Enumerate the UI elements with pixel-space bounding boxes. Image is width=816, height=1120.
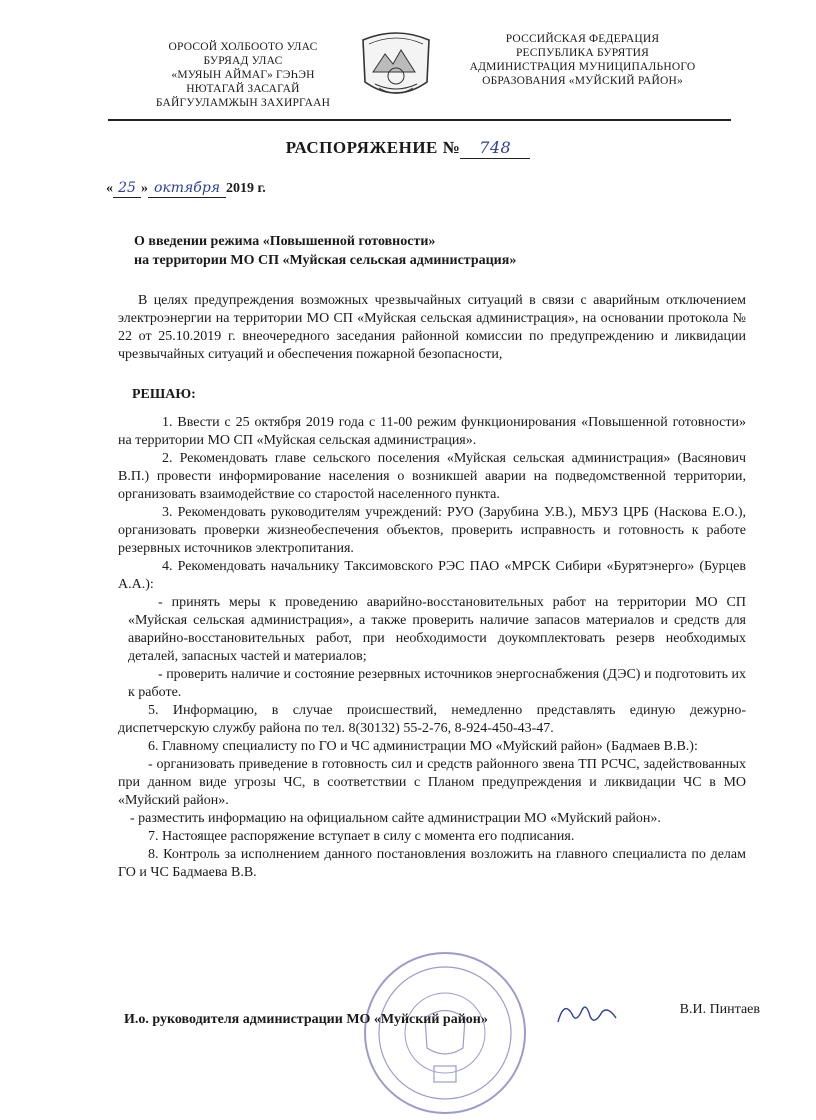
order-number: 748 bbox=[479, 138, 512, 157]
document-body bbox=[118, 292, 746, 882]
date-day: 25 bbox=[118, 180, 136, 196]
item-6: 6. Главному специалисту по ГО и ЧС администрации МО «Муйский район» (Бадмаев В.В.): bbox=[148, 739, 698, 754]
date-open-quote: « bbox=[106, 181, 113, 196]
header-left-line: БУРЯАД УЛАС bbox=[203, 55, 283, 67]
header-left-line: БАЙГУУЛАМЖЫН ЗАХИРГААН bbox=[155, 97, 331, 109]
subject-line: О введении режима «Повышенной готовности» bbox=[134, 234, 436, 249]
date-close-quote: » bbox=[141, 181, 148, 196]
title-text: РАСПОРЯЖЕНИЕ № bbox=[285, 138, 461, 157]
item-6-subitem-a: - организовать приведение в готовность сил и средств районного звена ТП РСЧС, задействованных при данном виде угрозы ЧС, в соответствии с Планом предупреждения и ликвидации ЧС в МО «Муйский район». bbox=[118, 757, 746, 808]
preamble-paragraph: В целях предупреждения возможных чрезвычайных ситуаций в связи с аварийным отключением электроэнергии на территории МО СП «Муйская сельская администрация», на основании протокола № 22 от 25.10.2019 г. внеочередного заседания районной комиссии по предупреждению и ликвидации чрезвычайных ситуаций и обеспечения пожарной безопасности, bbox=[118, 293, 746, 362]
header-right-line: АДМИНИСТРАЦИЯ МУНИЦИПАЛЬНОГО bbox=[469, 61, 696, 73]
header-left-line: НЮТАГАЙ ЗАСАГАЙ bbox=[186, 83, 300, 95]
official-seal-icon bbox=[360, 948, 530, 1118]
header-right-line: РЕСПУБЛИКА БУРЯТИЯ bbox=[515, 47, 650, 59]
resolve-heading: РЕШАЮ: bbox=[132, 387, 196, 402]
item-3: 3. Рекомендовать руководителям учреждений: РУО (Зарубина У.В.), МБУЗ ЦРБ (Наскова Е.О.), организовать проверки жизнеобеспечения объектов, проверить исправность и готовность к работе резервных источников электропитания. bbox=[118, 505, 746, 556]
header-left-line: ОРОСОЙ ХОЛБООТО УЛАС bbox=[168, 41, 318, 53]
item-4-subitem-b: - проверить наличие и состояние резервных источников энергоснабжения (ДЭС) и подготовить их к работе. bbox=[128, 667, 746, 700]
header-right-line: РОССИЙСКАЯ ФЕДЕРАЦИЯ bbox=[505, 33, 660, 45]
item-1: 1. Ввести с 25 октября 2019 года с 11-00 режим функционирования «Повышенной готовности» на территории МО СП «Муйская сельская администрация». bbox=[118, 415, 746, 448]
item-6-subitem-b: - разместить информацию на официальном сайте администрации МО «Муйский район». bbox=[130, 811, 661, 826]
date-month: октября bbox=[153, 180, 221, 196]
item-7: 7. Настоящее распоряжение вступает в силу с момента его подписания. bbox=[148, 829, 575, 844]
header-divider bbox=[108, 119, 731, 121]
signatory-title: И.о. руководителя администрации МО «Муйский район» bbox=[124, 1012, 488, 1027]
signatory-name: В.И. Пинтаев bbox=[679, 1002, 760, 1017]
item-4-subitem-a: - принять меры к проведению аварийно-восстановительных работ на территории МО СП «Муйская сельская администрация», а также проверить наличие запасов материалов и средств для аварийно-восстановительных работ, при необходимости доукомплектовать резерв необходимых деталей, запасных частей и материалов; bbox=[128, 595, 746, 664]
handwritten-signature-icon bbox=[554, 996, 624, 1030]
municipal-emblem-icon bbox=[355, 24, 437, 106]
header-right-line: ОБРАЗОВАНИЯ «МУЙСКИЙ РАЙОН» bbox=[482, 75, 683, 87]
document-date bbox=[106, 180, 266, 198]
subject-line: на территории МО СП «Муйская сельская администрация» bbox=[134, 253, 517, 268]
header-right-block bbox=[440, 32, 725, 88]
item-4: 4. Рекомендовать начальнику Таксимовского РЭС ПАО «МРСК Сибири «Бурятэнерго» (Бурцев А.А.): bbox=[118, 559, 746, 592]
item-5: 5. Информацию, в случае происшествий, немедленно представлять единую дежурно-диспетчерскую службу района по тел. 8(30132) 55-2-76, 8-924-450-43-47. bbox=[118, 703, 746, 736]
item-8: 8. Контроль за исполнением данного постановления возложить на главного специалиста по делам ГО и ЧС Бадмаева В.В. bbox=[118, 847, 746, 880]
item-2: 2. Рекомендовать главе сельского поселения «Муйская сельская администрация» (Васянович В.П.) провести информирование населения о возникшей аварии на подведомственной территории, организовать взаимодействие со старостой населенного пункта. bbox=[118, 451, 746, 502]
header-left-block bbox=[118, 40, 368, 110]
header-left-line: «МУЯЫН АЙМАГ» ГЭҺЭН bbox=[171, 69, 315, 81]
document-title bbox=[0, 138, 816, 159]
date-year: 2019 г. bbox=[226, 181, 266, 196]
document-subject bbox=[134, 232, 516, 270]
